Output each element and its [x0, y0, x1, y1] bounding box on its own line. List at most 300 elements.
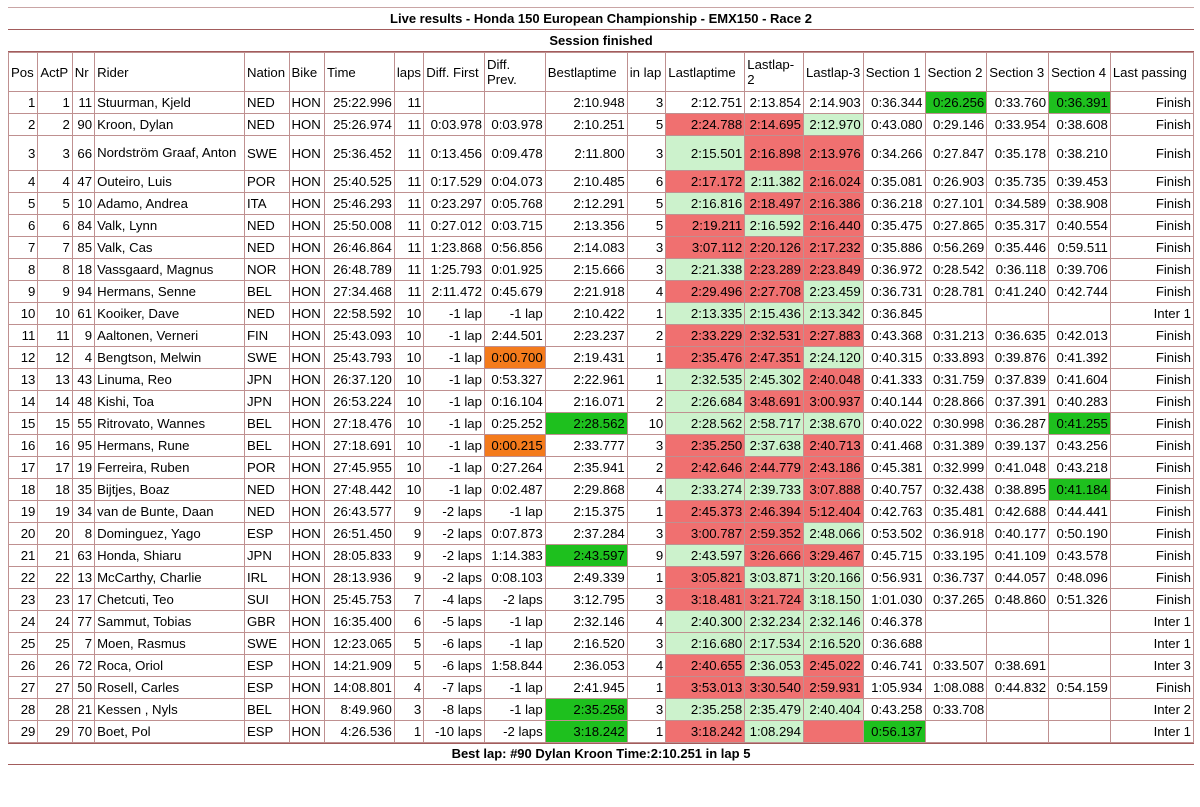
cell-lastlaptime: 2:19.211 — [666, 215, 745, 237]
cell-in-lap: 4 — [627, 281, 665, 303]
cell-time: 12:23.065 — [324, 633, 394, 655]
cell-pos: 14 — [9, 391, 38, 413]
cell-time: 25:26.974 — [324, 114, 394, 136]
column-header-section-4: Section 4 — [1049, 53, 1111, 92]
cell-last-passing: Inter 1 — [1110, 721, 1193, 743]
cell-pos: 15 — [9, 413, 38, 435]
cell-laps: 10 — [394, 369, 423, 391]
cell-actp: 23 — [38, 589, 72, 611]
cell-last-passing: Finish — [1110, 281, 1193, 303]
cell-time: 27:34.468 — [324, 281, 394, 303]
cell-lastlaptime: 2:45.373 — [666, 501, 745, 523]
cell-nation: NED — [244, 501, 289, 523]
table-row[interactable] — [9, 633, 1194, 655]
cell-section-1: 0:35.475 — [863, 215, 925, 237]
cell-lastlap-3: 3:07.888 — [803, 479, 863, 501]
cell-bike: HON — [289, 136, 324, 171]
cell-last-passing: Finish — [1110, 501, 1193, 523]
cell-in-lap: 5 — [627, 193, 665, 215]
cell-pos: 27 — [9, 677, 38, 699]
cell-in-lap: 3 — [627, 259, 665, 281]
cell-bike: HON — [289, 545, 324, 567]
cell-diff-prev: -1 lap — [484, 677, 545, 699]
cell-bestlaptime: 2:16.520 — [545, 633, 627, 655]
cell-diff-prev: 0:53.327 — [484, 369, 545, 391]
cell-lastlaptime: 2:40.655 — [666, 655, 745, 677]
cell-section-1: 0:40.315 — [863, 347, 925, 369]
column-header-section-3: Section 3 — [987, 53, 1049, 92]
cell-in-lap: 3 — [627, 699, 665, 721]
cell-section-4: 0:38.908 — [1049, 193, 1111, 215]
table-row[interactable] — [9, 193, 1194, 215]
cell-actp: 10 — [38, 303, 72, 325]
cell-section-1: 0:45.715 — [863, 545, 925, 567]
cell-section-2: 0:31.213 — [925, 325, 987, 347]
cell-nation: SWE — [244, 347, 289, 369]
cell-last-passing: Finish — [1110, 369, 1193, 391]
cell-diff-first: -1 lap — [424, 457, 485, 479]
cell-section-4 — [1049, 611, 1111, 633]
cell-time: 16:35.400 — [324, 611, 394, 633]
cell-nation: FIN — [244, 325, 289, 347]
cell-section-1: 0:36.972 — [863, 259, 925, 281]
cell-lastlap-3: 2:14.903 — [803, 92, 863, 114]
cell-lastlaptime: 2:16.680 — [666, 633, 745, 655]
cell-nr: 43 — [72, 369, 94, 391]
cell-last-passing: Finish — [1110, 92, 1193, 114]
cell-lastlap-2: 2:45.302 — [745, 369, 804, 391]
cell-lastlaptime: 2:28.562 — [666, 413, 745, 435]
cell-laps: 4 — [394, 677, 423, 699]
cell-section-1: 0:41.468 — [863, 435, 925, 457]
cell-lastlap-2: 2:27.708 — [745, 281, 804, 303]
cell-section-2: 0:29.146 — [925, 114, 987, 136]
cell-section-1: 0:42.763 — [863, 501, 925, 523]
table-row[interactable] — [9, 347, 1194, 369]
table-row[interactable] — [9, 589, 1194, 611]
cell-diff-first: -1 lap — [424, 391, 485, 413]
cell-bike: HON — [289, 611, 324, 633]
cell-bike: HON — [289, 589, 324, 611]
cell-lastlap-2: 2:35.479 — [745, 699, 804, 721]
cell-nation: ESP — [244, 523, 289, 545]
cell-diff-prev: 0:07.873 — [484, 523, 545, 545]
cell-diff-prev: 0:16.104 — [484, 391, 545, 413]
cell-bestlaptime: 2:49.339 — [545, 567, 627, 589]
cell-last-passing: Finish — [1110, 413, 1193, 435]
cell-nr: 61 — [72, 303, 94, 325]
cell-rider: Kooiker, Dave — [95, 303, 245, 325]
cell-in-lap: 1 — [627, 347, 665, 369]
cell-nation: POR — [244, 457, 289, 479]
cell-lastlap-2: 2:11.382 — [745, 171, 804, 193]
cell-in-lap: 5 — [627, 215, 665, 237]
cell-actp: 3 — [38, 136, 72, 171]
cell-lastlap-2: 3:21.724 — [745, 589, 804, 611]
cell-section-4: 0:43.256 — [1049, 435, 1111, 457]
cell-actp: 15 — [38, 413, 72, 435]
cell-time: 4:26.536 — [324, 721, 394, 743]
cell-diff-first: -8 laps — [424, 699, 485, 721]
cell-in-lap: 1 — [627, 369, 665, 391]
cell-lastlaptime: 2:13.335 — [666, 303, 745, 325]
cell-lastlap-3: 2:16.520 — [803, 633, 863, 655]
cell-actp: 13 — [38, 369, 72, 391]
cell-actp: 1 — [38, 92, 72, 114]
cell-nr: 85 — [72, 237, 94, 259]
cell-nr: 4 — [72, 347, 94, 369]
cell-lastlap-2: 2:37.638 — [745, 435, 804, 457]
cell-time: 28:05.833 — [324, 545, 394, 567]
cell-section-4: 0:42.744 — [1049, 281, 1111, 303]
cell-laps: 5 — [394, 633, 423, 655]
table-row[interactable] — [9, 215, 1194, 237]
cell-nation: JPN — [244, 391, 289, 413]
cell-bike: HON — [289, 303, 324, 325]
table-row[interactable] — [9, 677, 1194, 699]
table-row[interactable] — [9, 501, 1194, 523]
cell-section-4: 0:51.326 — [1049, 589, 1111, 611]
cell-lastlap-2: 2:13.854 — [745, 92, 804, 114]
cell-rider: Bijtjes, Boaz — [95, 479, 245, 501]
cell-section-3: 0:39.876 — [987, 347, 1049, 369]
cell-section-1: 0:53.502 — [863, 523, 925, 545]
cell-section-2: 0:27.865 — [925, 215, 987, 237]
cell-lastlap-3: 2:40.713 — [803, 435, 863, 457]
cell-lastlap-2: 2:15.436 — [745, 303, 804, 325]
cell-section-1: 0:35.886 — [863, 237, 925, 259]
cell-in-lap: 3 — [627, 633, 665, 655]
cell-laps: 11 — [394, 193, 423, 215]
cell-bestlaptime: 2:37.284 — [545, 523, 627, 545]
cell-bestlaptime: 2:10.422 — [545, 303, 627, 325]
cell-bestlaptime: 2:33.777 — [545, 435, 627, 457]
cell-actp: 20 — [38, 523, 72, 545]
cell-lastlap-2: 2:32.234 — [745, 611, 804, 633]
cell-nr: 18 — [72, 259, 94, 281]
cell-nr: 48 — [72, 391, 94, 413]
column-header-actp: ActP — [38, 53, 72, 92]
cell-time: 25:45.753 — [324, 589, 394, 611]
cell-diff-first: -1 lap — [424, 325, 485, 347]
cell-section-3: 0:44.057 — [987, 567, 1049, 589]
cell-section-4: 0:36.391 — [1049, 92, 1111, 114]
cell-lastlaptime: 3:07.112 — [666, 237, 745, 259]
cell-actp: 17 — [38, 457, 72, 479]
column-header-lastlap-3: Lastlap-3 — [803, 53, 863, 92]
cell-bike: HON — [289, 193, 324, 215]
cell-section-4: 0:38.608 — [1049, 114, 1111, 136]
cell-diff-prev: 0:02.487 — [484, 479, 545, 501]
cell-pos: 25 — [9, 633, 38, 655]
cell-bike: HON — [289, 699, 324, 721]
cell-section-2: 0:36.737 — [925, 567, 987, 589]
cell-diff-first: 0:17.529 — [424, 171, 485, 193]
cell-section-2: 0:28.866 — [925, 391, 987, 413]
column-header-nr: Nr — [72, 53, 94, 92]
cell-rider: Hermans, Senne — [95, 281, 245, 303]
cell-nr: 21 — [72, 699, 94, 721]
cell-lastlap-3: 3:00.937 — [803, 391, 863, 413]
cell-section-2 — [925, 633, 987, 655]
cell-lastlap-3: 2:45.022 — [803, 655, 863, 677]
cell-section-1: 1:01.030 — [863, 589, 925, 611]
cell-lastlaptime: 3:00.787 — [666, 523, 745, 545]
results-table — [8, 52, 1194, 743]
cell-laps: 10 — [394, 325, 423, 347]
cell-lastlaptime: 2:33.274 — [666, 479, 745, 501]
cell-lastlap-2: 2:16.898 — [745, 136, 804, 171]
cell-bike: HON — [289, 237, 324, 259]
cell-lastlap-2: 2:17.534 — [745, 633, 804, 655]
table-row[interactable] — [9, 171, 1194, 193]
column-header-nation: Nation — [244, 53, 289, 92]
cell-pos: 13 — [9, 369, 38, 391]
cell-nr: 63 — [72, 545, 94, 567]
cell-bestlaptime: 2:10.948 — [545, 92, 627, 114]
table-row[interactable] — [9, 237, 1194, 259]
cell-laps: 6 — [394, 611, 423, 633]
cell-time: 26:51.450 — [324, 523, 394, 545]
cell-lastlaptime: 2:29.496 — [666, 281, 745, 303]
cell-section-3 — [987, 303, 1049, 325]
cell-diff-first: -7 laps — [424, 677, 485, 699]
table-row[interactable] — [9, 369, 1194, 391]
cell-pos: 3 — [9, 136, 38, 171]
cell-lastlap-2: 2:58.717 — [745, 413, 804, 435]
cell-lastlaptime: 2:35.250 — [666, 435, 745, 457]
cell-actp: 6 — [38, 215, 72, 237]
table-row[interactable] — [9, 435, 1194, 457]
cell-laps: 11 — [394, 259, 423, 281]
cell-nation: JPN — [244, 369, 289, 391]
cell-laps: 5 — [394, 655, 423, 677]
cell-nation: POR — [244, 171, 289, 193]
cell-in-lap: 3 — [627, 435, 665, 457]
cell-section-2: 0:32.438 — [925, 479, 987, 501]
cell-section-1: 0:40.022 — [863, 413, 925, 435]
cell-bike: HON — [289, 215, 324, 237]
cell-bestlaptime: 2:10.251 — [545, 114, 627, 136]
table-row[interactable] — [9, 457, 1194, 479]
cell-time: 27:18.476 — [324, 413, 394, 435]
cell-bestlaptime: 2:41.945 — [545, 677, 627, 699]
cell-bike: HON — [289, 721, 324, 743]
table-row[interactable] — [9, 303, 1194, 325]
cell-nr: 95 — [72, 435, 94, 457]
cell-section-1: 0:46.378 — [863, 611, 925, 633]
cell-bestlaptime: 2:14.083 — [545, 237, 627, 259]
cell-section-3: 0:33.760 — [987, 92, 1049, 114]
cell-last-passing: Inter 2 — [1110, 699, 1193, 721]
table-row[interactable] — [9, 325, 1194, 347]
cell-in-lap: 4 — [627, 479, 665, 501]
header-row — [9, 53, 1194, 92]
cell-diff-first: 0:27.012 — [424, 215, 485, 237]
cell-lastlap-2: 2:32.531 — [745, 325, 804, 347]
cell-section-2 — [925, 611, 987, 633]
cell-section-1: 0:41.333 — [863, 369, 925, 391]
cell-lastlap-3: 2:48.066 — [803, 523, 863, 545]
cell-bike: HON — [289, 655, 324, 677]
cell-section-1: 0:40.757 — [863, 479, 925, 501]
cell-nation: ITA — [244, 193, 289, 215]
cell-section-3 — [987, 633, 1049, 655]
cell-lastlap-2: 3:48.691 — [745, 391, 804, 413]
cell-lastlaptime: 2:42.646 — [666, 457, 745, 479]
table-row[interactable] — [9, 545, 1194, 567]
table-row[interactable] — [9, 655, 1194, 677]
cell-lastlap-2: 2:46.394 — [745, 501, 804, 523]
cell-last-passing: Finish — [1110, 523, 1193, 545]
cell-time: 25:46.293 — [324, 193, 394, 215]
cell-nation: BEL — [244, 413, 289, 435]
cell-lastlaptime: 3:53.013 — [666, 677, 745, 699]
cell-in-lap: 1 — [627, 721, 665, 743]
table-row[interactable] — [9, 699, 1194, 721]
cell-nr: 94 — [72, 281, 94, 303]
cell-lastlap-2: 2:44.779 — [745, 457, 804, 479]
table-row[interactable] — [9, 259, 1194, 281]
cell-laps: 7 — [394, 589, 423, 611]
cell-lastlap-2: 2:47.351 — [745, 347, 804, 369]
table-row[interactable] — [9, 114, 1194, 136]
cell-nation: NED — [244, 303, 289, 325]
table-row[interactable] — [9, 523, 1194, 545]
cell-section-2: 0:27.847 — [925, 136, 987, 171]
cell-in-lap: 2 — [627, 325, 665, 347]
cell-in-lap: 9 — [627, 545, 665, 567]
cell-section-2: 0:37.265 — [925, 589, 987, 611]
cell-section-1: 0:46.741 — [863, 655, 925, 677]
cell-nr: 19 — [72, 457, 94, 479]
cell-lastlap-3: 2:32.146 — [803, 611, 863, 633]
cell-pos: 1 — [9, 92, 38, 114]
cell-section-4 — [1049, 721, 1111, 743]
cell-laps: 1 — [394, 721, 423, 743]
cell-section-2: 0:30.998 — [925, 413, 987, 435]
cell-section-4: 0:50.190 — [1049, 523, 1111, 545]
cell-time: 25:40.525 — [324, 171, 394, 193]
cell-laps: 11 — [394, 215, 423, 237]
cell-diff-first: -2 laps — [424, 523, 485, 545]
cell-last-passing: Finish — [1110, 457, 1193, 479]
table-row[interactable] — [9, 136, 1194, 171]
cell-section-2: 0:26.903 — [925, 171, 987, 193]
cell-nation: ESP — [244, 677, 289, 699]
cell-rider: Stuurman, Kjeld — [95, 92, 245, 114]
cell-section-4: 0:40.554 — [1049, 215, 1111, 237]
cell-actp: 22 — [38, 567, 72, 589]
cell-bestlaptime: 2:43.597 — [545, 545, 627, 567]
cell-last-passing: Inter 1 — [1110, 611, 1193, 633]
cell-diff-first: -2 laps — [424, 545, 485, 567]
cell-nr: 7 — [72, 633, 94, 655]
cell-in-lap: 3 — [627, 523, 665, 545]
cell-bestlaptime: 2:16.071 — [545, 391, 627, 413]
cell-diff-prev: 0:01.925 — [484, 259, 545, 281]
table-row[interactable] — [9, 281, 1194, 303]
cell-last-passing: Inter 1 — [1110, 303, 1193, 325]
cell-rider: Rosell, Carles — [95, 677, 245, 699]
cell-section-2: 1:08.088 — [925, 677, 987, 699]
cell-in-lap: 1 — [627, 303, 665, 325]
cell-bestlaptime: 2:22.961 — [545, 369, 627, 391]
cell-diff-prev: 0:08.103 — [484, 567, 545, 589]
cell-section-2: 0:33.507 — [925, 655, 987, 677]
cell-bestlaptime: 2:35.258 — [545, 699, 627, 721]
cell-section-3: 0:36.118 — [987, 259, 1049, 281]
cell-bestlaptime: 3:18.242 — [545, 721, 627, 743]
table-row[interactable] — [9, 92, 1194, 114]
cell-section-3: 0:35.446 — [987, 237, 1049, 259]
cell-section-3: 0:37.839 — [987, 369, 1049, 391]
table-row[interactable] — [9, 567, 1194, 589]
cell-bike: HON — [289, 171, 324, 193]
cell-pos: 23 — [9, 589, 38, 611]
cell-last-passing: Finish — [1110, 677, 1193, 699]
column-header-diff-first: Diff. First — [424, 53, 485, 92]
cell-section-4: 0:39.453 — [1049, 171, 1111, 193]
cell-nr: 17 — [72, 589, 94, 611]
cell-last-passing: Finish — [1110, 391, 1193, 413]
cell-section-2: 0:36.918 — [925, 523, 987, 545]
cell-bike: HON — [289, 281, 324, 303]
cell-bestlaptime: 2:35.941 — [545, 457, 627, 479]
cell-rider: Vassgaard, Magnus — [95, 259, 245, 281]
cell-pos: 26 — [9, 655, 38, 677]
cell-section-3: 0:37.391 — [987, 391, 1049, 413]
cell-nation: NED — [244, 215, 289, 237]
cell-last-passing: Finish — [1110, 193, 1193, 215]
cell-lastlaptime: 2:17.172 — [666, 171, 745, 193]
cell-lastlap-2: 2:16.592 — [745, 215, 804, 237]
cell-nr: 47 — [72, 171, 94, 193]
table-row[interactable] — [9, 721, 1194, 743]
cell-lastlaptime: 3:18.481 — [666, 589, 745, 611]
cell-actp: 28 — [38, 699, 72, 721]
table-row[interactable] — [9, 611, 1194, 633]
cell-pos: 8 — [9, 259, 38, 281]
cell-time: 26:46.864 — [324, 237, 394, 259]
cell-nr: 77 — [72, 611, 94, 633]
cell-section-1: 0:43.258 — [863, 699, 925, 721]
cell-lastlap-3: 2:13.976 — [803, 136, 863, 171]
column-header-section-1: Section 1 — [863, 53, 925, 92]
cell-nation: SUI — [244, 589, 289, 611]
cell-section-4: 0:54.159 — [1049, 677, 1111, 699]
cell-diff-first: -1 lap — [424, 479, 485, 501]
cell-bike: HON — [289, 633, 324, 655]
cell-section-2: 0:56.269 — [925, 237, 987, 259]
cell-lastlaptime: 2:35.476 — [666, 347, 745, 369]
cell-time: 26:48.789 — [324, 259, 394, 281]
cell-diff-prev: 0:09.478 — [484, 136, 545, 171]
cell-diff-prev: -1 lap — [484, 303, 545, 325]
cell-last-passing: Finish — [1110, 171, 1193, 193]
table-row[interactable] — [9, 413, 1194, 435]
cell-section-3: 0:40.177 — [987, 523, 1049, 545]
cell-bike: HON — [289, 567, 324, 589]
cell-lastlaptime: 3:05.821 — [666, 567, 745, 589]
cell-lastlap-2: 3:26.666 — [745, 545, 804, 567]
cell-lastlap-3: 2:16.386 — [803, 193, 863, 215]
cell-diff-first: -1 lap — [424, 303, 485, 325]
table-row[interactable] — [9, 391, 1194, 413]
cell-pos: 11 — [9, 325, 38, 347]
best-lap-footer: Best lap: #90 Dylan Kroon Time:2:10.251 in lap 5 — [8, 743, 1194, 765]
table-row[interactable] — [9, 479, 1194, 501]
